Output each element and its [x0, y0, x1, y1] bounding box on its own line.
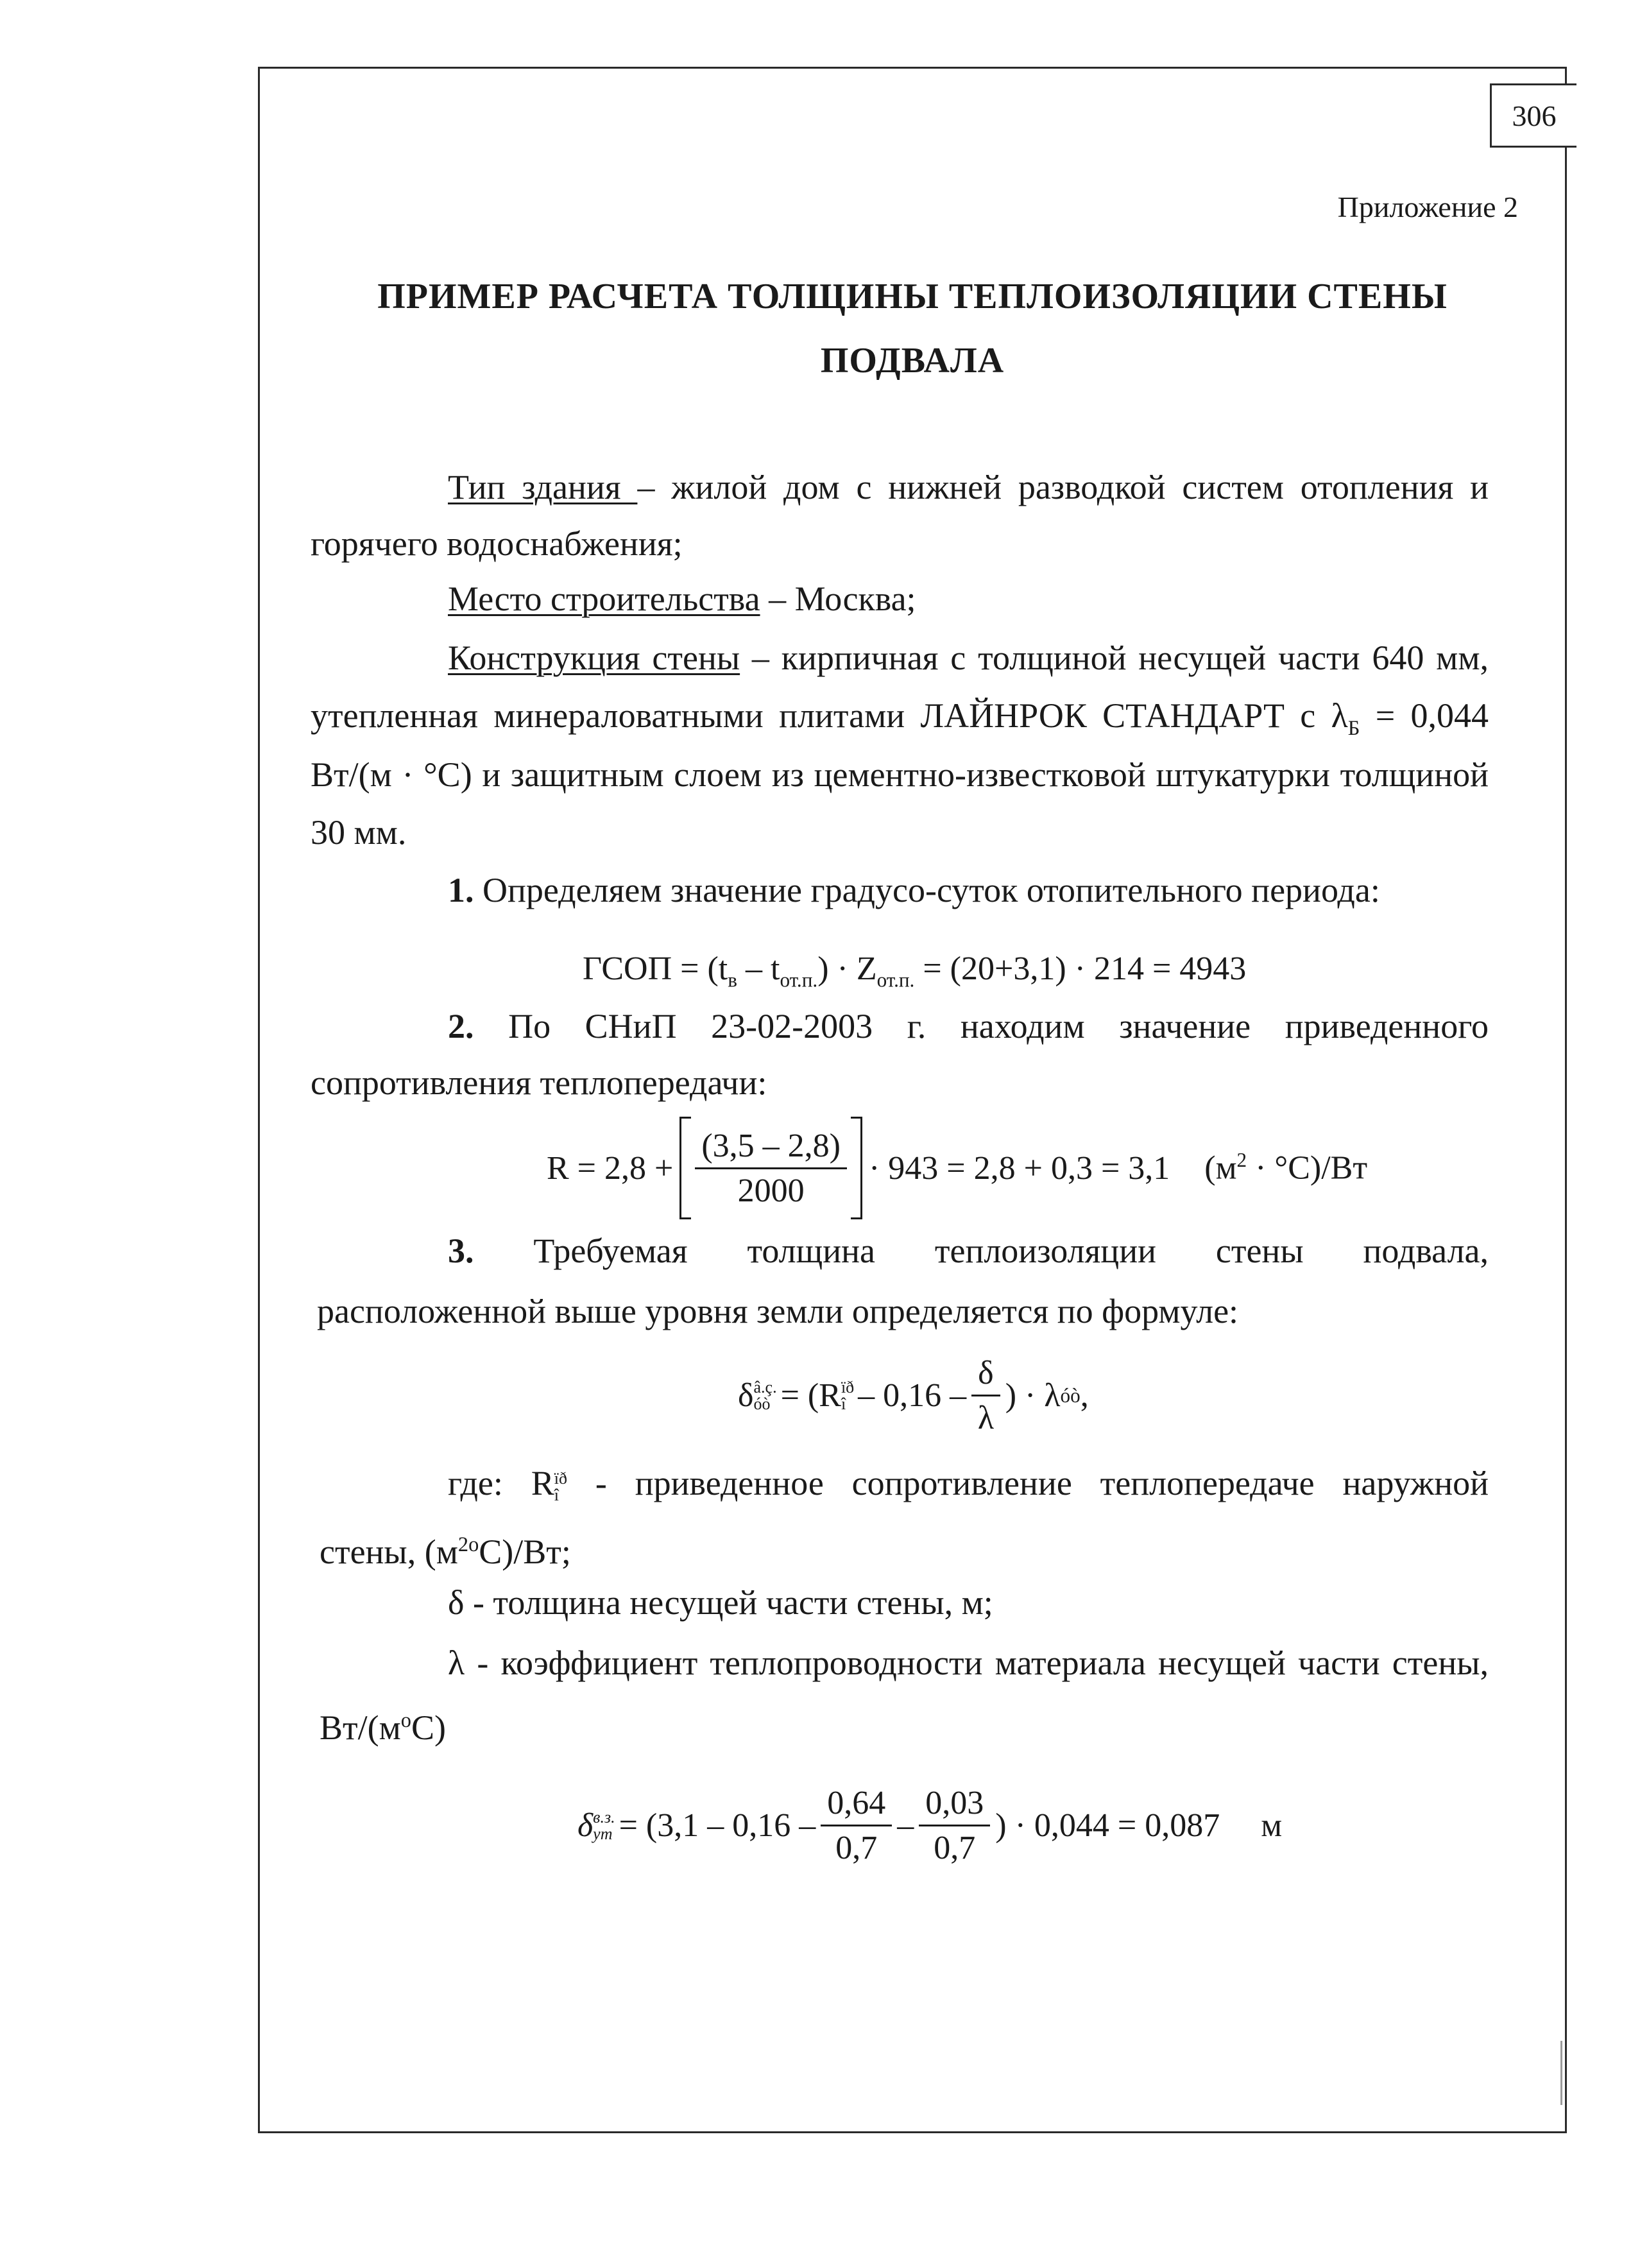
- definition-delta: δ - толщина несущей части стены, м;: [448, 1583, 993, 1622]
- step1-formula: ГСОП = $(t_в - t_{от.п.}) \cdot Z_{от.п.} = (20+3,1) \cdot 214 = 4943$: [583, 950, 1247, 992]
- building-type-line1: [448, 470, 1489, 504]
- step2-formula: R = 2,8 + $\frac{(3,5 - 2,8)}{2000}$ · 943 = 2,8 + 0,3 = 3,1 $(м^2 \cdot ^\circ С)/Вт$: [547, 1117, 1367, 1219]
- wall-line4: 30 мм.: [311, 813, 407, 852]
- location-label: Место строительства: [448, 580, 760, 618]
- page-title-line2: ПОДВАЛА: [820, 341, 1005, 381]
- step2-text1: По СНиП 23-02-2003 г. находим значение приведенного: [474, 1007, 1489, 1045]
- step2-number: 2.: [448, 1007, 474, 1045]
- wall-line1: [448, 640, 1489, 675]
- step3-line2: расположенной выше уровня земли определяется по формуле:: [317, 1292, 1239, 1330]
- step1-line: [448, 873, 1380, 907]
- definition-r-line1: где: R ïð î - приведенное сопротивление теплопередаче наружной: [448, 1464, 1489, 1504]
- step2-line1: [448, 1009, 1489, 1044]
- step3-text1: Требуемая толщина теплоизоляции стены подвала,: [474, 1232, 1489, 1270]
- step1-number: 1.: [448, 871, 474, 909]
- appendix-label: Приложение 2: [1337, 191, 1518, 223]
- step3-formula: δ â.ç. óò = (R ïð î – 0,16 – $\frac{\delta}{\lambda}$ ) · λ óò ,: [738, 1355, 1089, 1436]
- definition-lambda: λ - коэффициент теплопроводности материала несущей части стены,: [448, 1644, 1489, 1682]
- step2-line2: сопротивления теплопередачи:: [311, 1063, 767, 1102]
- building-type-line2: горячего водоснабжения;: [311, 524, 683, 563]
- building-type-label: Тип здания: [448, 468, 638, 506]
- definition-lambda-unit: $Вт/(м^оС)$: [320, 1708, 446, 1747]
- step3-line1: [448, 1233, 1489, 1268]
- wall-text2-end: = 0,044: [1360, 696, 1489, 735]
- page-title-line1: ПРИМЕР РАСЧЕТА ТОЛЩИНЫ ТЕПЛОИЗОЛЯЦИИ СТЕНЫ: [377, 277, 1448, 316]
- page-number: 306: [1490, 83, 1576, 148]
- wall-text2: утепленная минераловатными плитами ЛАЙНРОК СТАНДАРТ с λ: [311, 696, 1348, 735]
- step1-text: Определяем значение градусо-суток отопительного периода:: [474, 871, 1380, 909]
- wall-text1: – кирпичная с толщиной несущей части 640 мм,: [740, 639, 1489, 677]
- scan-artifact-line: [1560, 2041, 1562, 2105]
- wall-label: Конструкция стены: [448, 639, 740, 677]
- wall-line2: [311, 698, 1489, 746]
- step3-number: 3.: [448, 1232, 474, 1270]
- lambda-subscript: Б: [1347, 716, 1360, 740]
- wall-line3: Вт/(м · °С) и защитным слоем из цементно-известковой штукатурки толщиной: [311, 755, 1489, 794]
- result-formula: δ в.з. ут = (3,1 – 0,16 – $\frac{0,64}{0,7}$ – $\frac{0,03}{0,7}$ ) · 0,044 = 0,087 м: [577, 1785, 1283, 1866]
- location-line: [448, 581, 916, 616]
- definition-r-line2: стены, $(м^{2о}С)/Вт$;: [320, 1533, 571, 1571]
- building-type-text: – жилой дом с нижней разводкой систем отопления и: [637, 468, 1489, 506]
- location-text: – Москва;: [760, 580, 916, 618]
